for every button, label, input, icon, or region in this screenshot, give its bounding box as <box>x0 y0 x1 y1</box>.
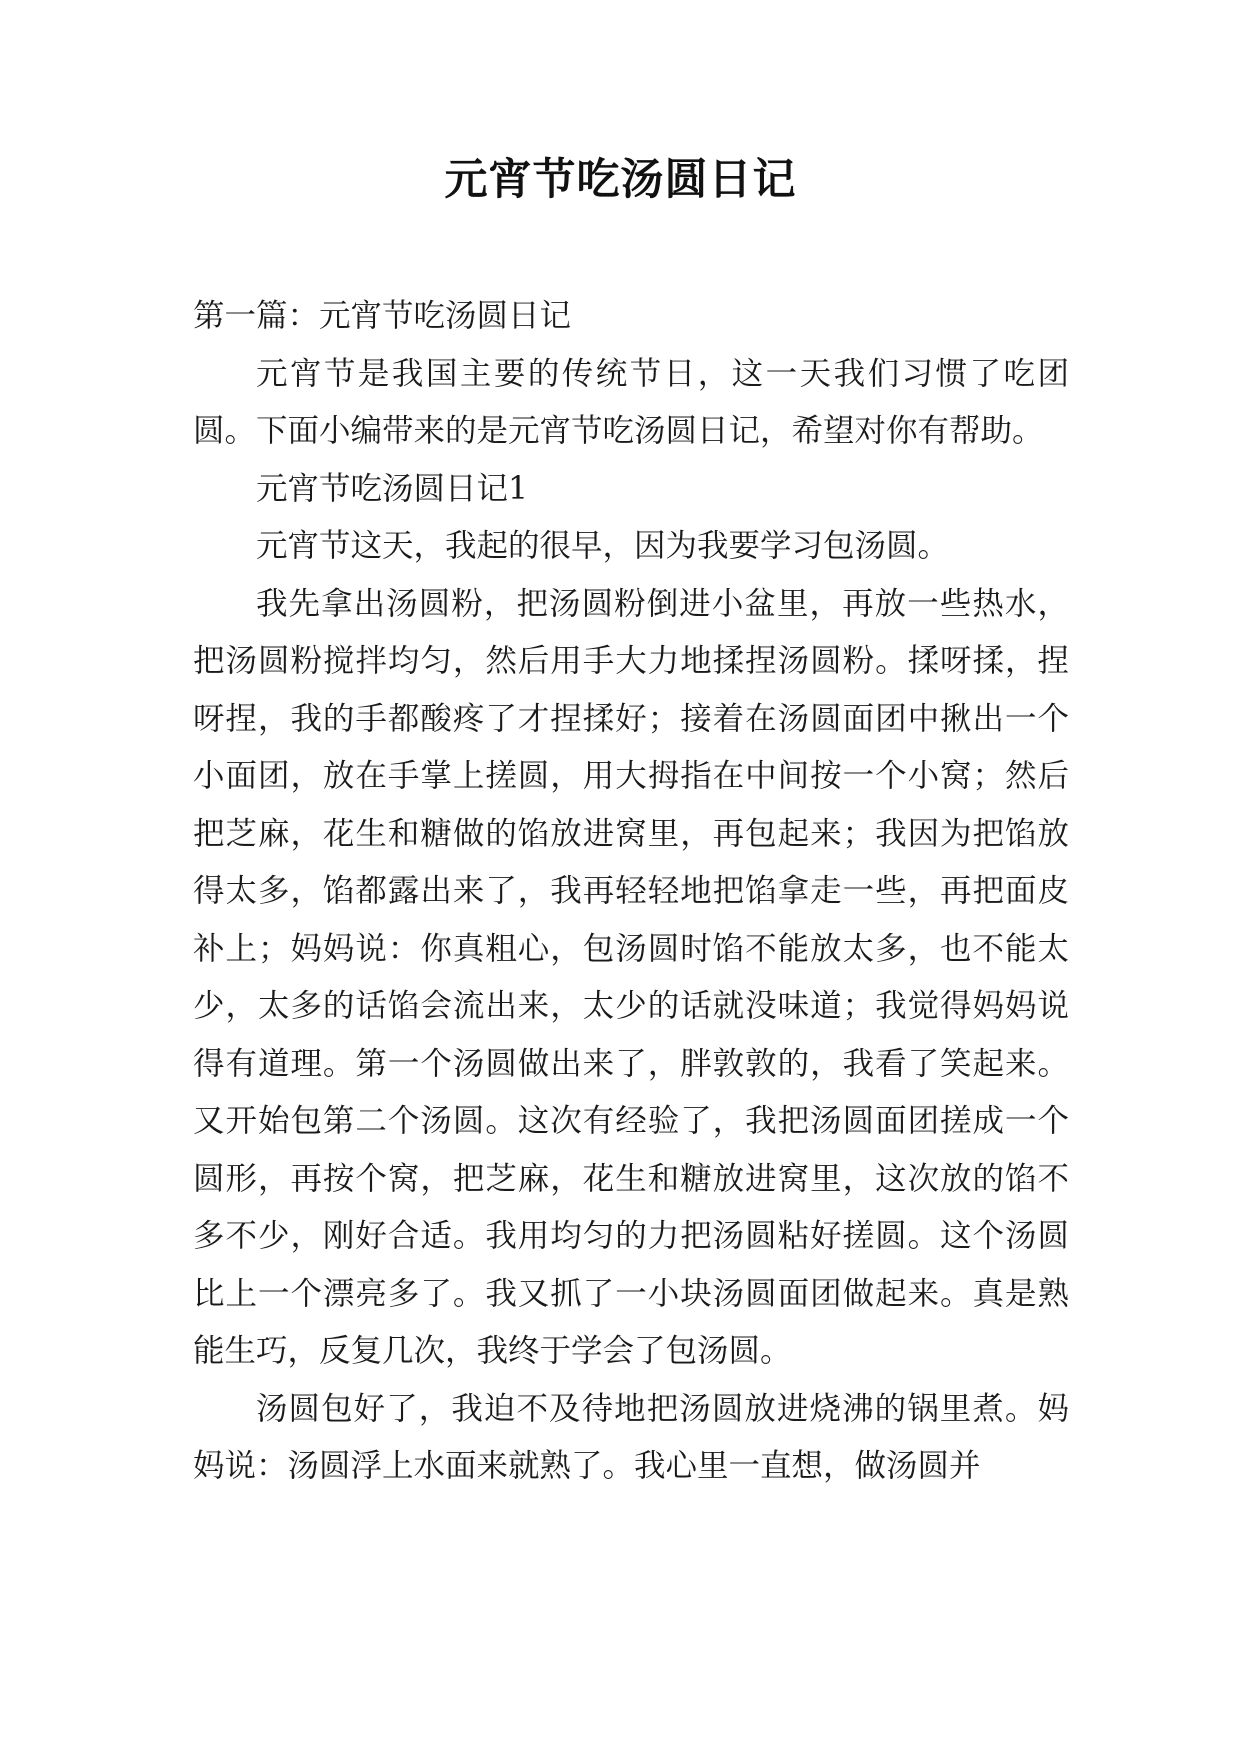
diary-subtitle: 元宵节吃汤圆日记1 <box>256 470 529 507</box>
paragraph-morning: 元宵节这天，我起的很早，因为我要学习包汤圆。 <box>256 528 950 564</box>
document-body <box>193 288 1069 1496</box>
document-title: 元宵节吃汤圆日记 <box>444 155 797 205</box>
paragraph-making-tangyuan: 我先拿出汤圆粉，把汤圆粉倒进小盆里，再放一些热水，把汤圆粉搅拌均匀，然后用手大力地揉捏汤圆粉。揉呀揉，捏呀捏，我的手都酸疼了才捏揉好；接着在汤圆面团中揪出一个小面团，放在手掌上搓圆，用大拇指在中间按一个小窝；然后把芝麻，花生和糖做的馅放进窝里，再包起来；我因为把馅放得太多，馅都露出来了，我再轻轻地把馅拿走一些，再把面皮补上；妈妈说：你真粗心，包汤圆时馅不能放太多，也不能太少，太多的话馅会流出来，太少的话就没味道；我觉得妈妈说得有道理。第一个汤圆做出来了，胖敦敦的，我看了笑起来。又开始包第二个汤圆。这次有经验了，我把汤圆面团搓成一个圆形，再按个窝，把芝麻，花生和糖放进窝里，这次放的馅不多不少，刚好合适。我用均匀的力把汤圆粘好搓圆。这个汤圆比上一个漂亮多了。我又抓了一小块汤圆面团做起来。真是熟能生巧，反复几次，我终于学会了包汤圆。 <box>193 585 1069 1369</box>
section-heading: 第一篇：元宵节吃汤圆日记 <box>193 298 572 334</box>
paragraph-cooking: 汤圆包好了，我迫不及待地把汤圆放进烧沸的锅里煮。妈妈说：汤圆浮上水面来就熟了。我心里一直想，做汤圆并 <box>193 1390 1069 1484</box>
paragraph-intro: 元宵节是我国主要的传统节日，这一天我们习惯了吃团圆。下面小编带来的是元宵节吃汤圆日记，希望对你有帮助。 <box>193 355 1069 449</box>
